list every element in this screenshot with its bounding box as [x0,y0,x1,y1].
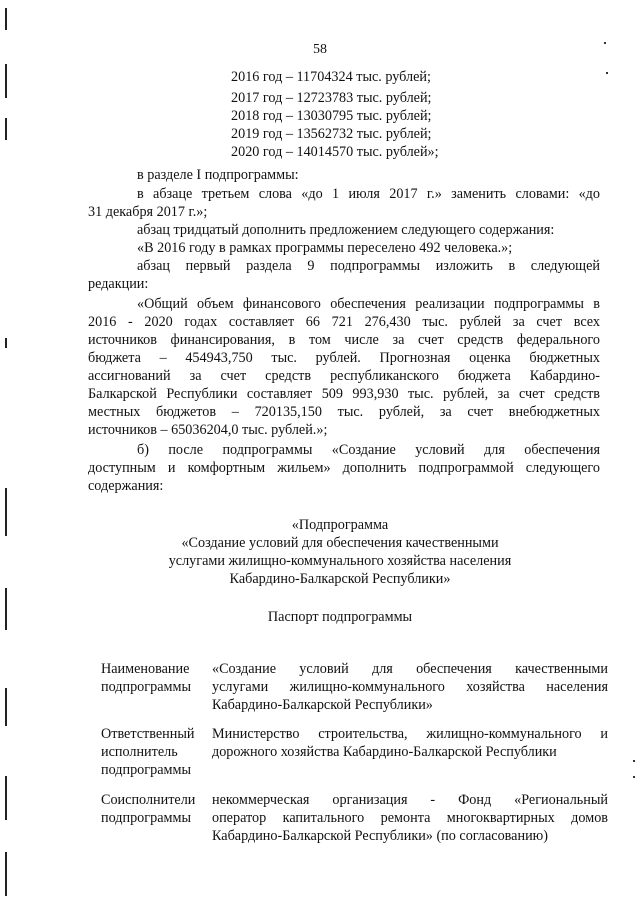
scan-dust [633,760,635,762]
subprogram-heading: «Подпрограмма [291,517,389,533]
year-line: 2019 год – 13562732 тыс. рублей; [231,126,432,142]
passport-value: Министерство строительства, жилищно-коммунального и [212,726,608,742]
year-line: 2020 год – 14014570 тыс. рублей»; [231,144,439,160]
scan-edge-mark [5,688,7,726]
year-line: 2018 год – 13030795 тыс. рублей; [231,108,432,124]
passport-label: подпрограммы [101,810,191,826]
passport-value: некоммерческая организация - Фонд «Региональный [212,792,608,808]
item-b-line: б) после подпрограммы «Создание условий для обеспечения [137,442,600,458]
scan-edge-mark [5,338,7,348]
scan-dust [606,72,608,74]
body-line: абзац первый раздела 9 подпрограммы изложить в следующей [137,258,600,274]
passport-label: Ответственный [101,726,195,742]
item-b-line: доступным и комфортным жильем» дополнить подпрограммой следующего [88,460,600,476]
quote-line: бюджета – 454943,750 тыс. рублей. Прогнозная оценка бюджетных [88,350,600,366]
passport-label: исполнитель [101,744,178,760]
scan-edge-mark [5,64,7,98]
body-line: в разделе I подпрограммы: [137,167,299,183]
item-b-line: содержания: [88,478,164,494]
scan-edge-mark [5,118,7,140]
passport-value: оператор капитального ремонта многоквартирных домов [212,810,608,826]
quote-line: ассигнований за счет средств республиканского бюджета Кабардино- [88,368,600,384]
passport-label: Соисполнители [101,792,196,808]
quote-line: Балкарской Республики составляет 509 993,930 тыс. рублей, за счет средств [88,386,600,402]
subprogram-heading: «Создание условий для обеспечения качественными [181,535,499,551]
passport-label: Наименование [101,661,190,677]
scan-edge-mark [5,776,7,820]
passport-label: подпрограммы [101,679,191,695]
passport-value: услугами жилищно-коммунального хозяйства населения [212,679,608,695]
subprogram-heading: услугами жилищно-коммунального хозяйства населения [168,553,512,569]
scan-edge-mark [5,852,7,896]
passport-label: подпрограммы [101,762,191,778]
year-line: 2017 год – 12723783 тыс. рублей; [231,90,432,106]
body-line: в абзаце третьем слова «до 1 июля 2017 г.» заменить словами: «до [137,186,600,202]
quote-line: источников – 65036204,0 тыс. рублей.»; [88,422,328,438]
subprogram-heading: Кабардино-Балкарской Республики» [229,571,451,587]
body-line: «В 2016 году в рамках программы переселено 492 человека.»; [137,240,513,256]
page-number: 58 [313,42,327,57]
passport-value: Кабардино-Балкарской Республики» [212,697,433,713]
quote-line: источников финансирования, в том числе за счет средств федерального [88,332,600,348]
body-line: 31 декабря 2017 г.»; [88,204,208,220]
quote-line: «Общий объем финансового обеспечения реализации подпрограммы в [137,296,600,312]
scan-edge-mark [5,8,7,30]
quote-line: 2016 - 2020 годах составляет 66 721 276,430 тыс. рублей за счет всех [88,314,600,330]
passport-value: Кабардино-Балкарской Республики» (по согласованию) [212,828,548,844]
passport-value: дорожного хозяйства Кабардино-Балкарской Республики [212,744,557,760]
scan-dust [633,776,635,778]
body-line: редакции: [88,276,149,292]
year-line: 2016 год – 11704324 тыс. рублей; [231,69,431,85]
passport-value: «Создание условий для обеспечения качественными [212,661,608,677]
body-line: абзац тридцатый дополнить предложением следующего содержания: [137,222,555,238]
passport-title: Паспорт подпрограммы [267,609,413,625]
quote-line: местных бюджетов – 720135,150 тыс. рублей, за счет внебюджетных [88,404,600,420]
